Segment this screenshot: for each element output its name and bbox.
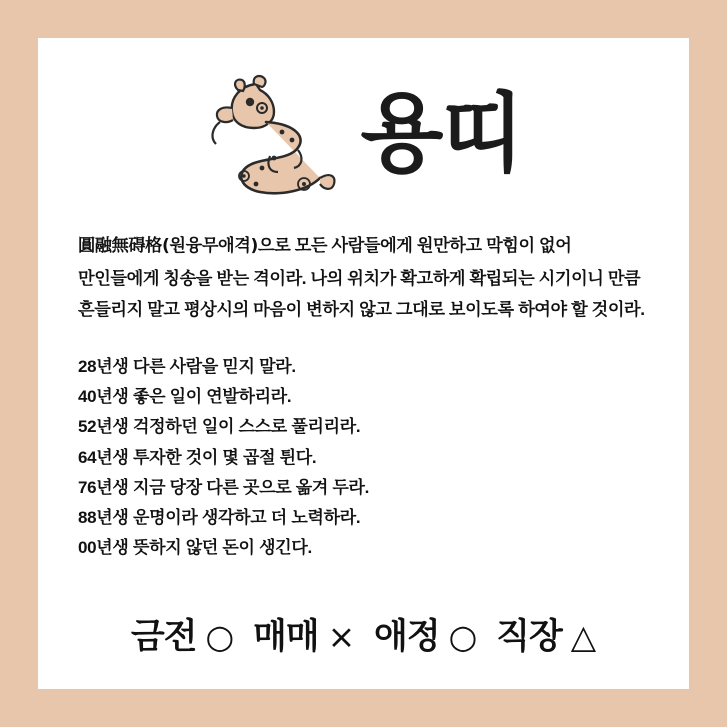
card-header (72, 62, 655, 212)
list-item: 28년생 다른 사람을 믿지 말라. (78, 356, 296, 376)
summary-label-money: 금전 (130, 617, 197, 656)
fortune-paragraph-rest: 으로 모든 사람들에게 원만하고 막힘이 없어 만인들에게 칭송을 받는 격이라. 나의 위치가 확고하게 확립되는 시기이니 만큼 흔들리지 말고 평상시의 마음이 변하지 않고 그대로 보이도록 하여야 할 것이라. (78, 235, 645, 320)
page-title: 용띠 (360, 86, 523, 182)
list-item: 52년생 걱정하던 일이 스스로 풀리리라. (78, 417, 361, 437)
fortune-paragraph (78, 230, 649, 326)
fortune-korean-reading: 원융무애격 (169, 235, 251, 255)
list-item: 40년생 좋은 일이 연발하리라. (78, 387, 292, 407)
fortune-card (38, 38, 689, 689)
summary-mark-trade: × (327, 617, 356, 656)
list-item: 64년생 투자한 것이 몇 곱절 튄다. (78, 447, 317, 467)
summary-label-love: 애정 (374, 617, 440, 656)
summary-label-trade: 매매 (252, 617, 319, 656)
summary-row (72, 609, 655, 659)
card-body (72, 212, 655, 580)
fortune-hanja: 圓融無碍格 (78, 236, 162, 256)
paren-open: ( (161, 236, 170, 256)
dragon-icon (204, 72, 354, 202)
summary-mark-work: △ (570, 617, 597, 656)
summary-label-work: 직장 (496, 617, 562, 656)
list-item: 88년생 운명이라 생각하고 더 노력하라. (78, 508, 361, 528)
birth-year-list (78, 352, 649, 564)
list-item: 76년생 지금 당장 다른 곳으로 옮겨 두라. (78, 477, 370, 497)
paren-close: ) (250, 236, 258, 256)
list-item: 00년생 뜻하지 않던 돈이 생긴다. (78, 538, 312, 558)
summary-mark-love: ○ (448, 617, 478, 656)
summary-mark-money: ○ (205, 617, 235, 656)
